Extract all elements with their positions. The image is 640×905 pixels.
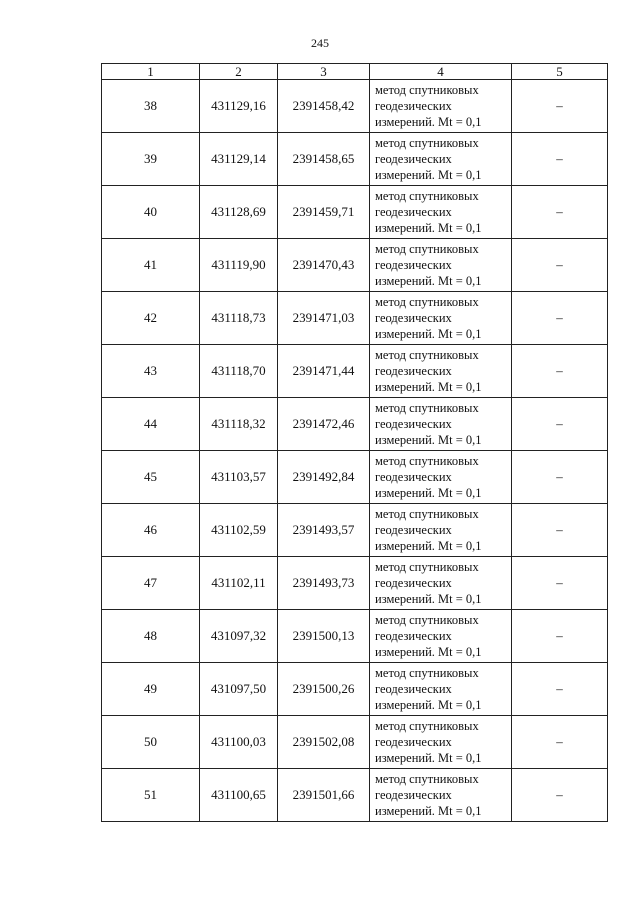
method-line: метод спутниковых [375, 560, 479, 574]
method-cell [370, 451, 512, 504]
x-coordinate-cell: 431118,32 [200, 398, 278, 451]
y-coordinate-cell: 2391501,66 [278, 769, 370, 822]
method-line: измерений. Mt = 0,1 [375, 486, 482, 500]
y-coordinate-cell: 2391471,03 [278, 292, 370, 345]
method-line: метод спутниковых [375, 348, 479, 362]
y-coordinate-cell: 2391492,84 [278, 451, 370, 504]
table-row [102, 80, 608, 133]
table-row [102, 610, 608, 663]
table-row [102, 716, 608, 769]
y-coordinate-cell: 2391459,71 [278, 186, 370, 239]
method-cell [370, 345, 512, 398]
method-line: метод спутниковых [375, 719, 479, 733]
x-coordinate-cell: 431097,50 [200, 663, 278, 716]
table-row [102, 292, 608, 345]
column-header: 4 [370, 64, 512, 80]
method-line: геодезических [375, 788, 452, 802]
x-coordinate-cell: 431102,59 [200, 504, 278, 557]
point-number-cell: 51 [102, 769, 200, 822]
method-line: метод спутниковых [375, 136, 479, 150]
dash-cell: – [512, 451, 608, 504]
column-header: 2 [200, 64, 278, 80]
table-header-row [102, 64, 608, 80]
method-cell [370, 504, 512, 557]
method-cell [370, 292, 512, 345]
point-number-cell: 41 [102, 239, 200, 292]
dash-cell: – [512, 398, 608, 451]
dash-cell: – [512, 80, 608, 133]
method-line: метод спутниковых [375, 83, 479, 97]
method-line: геодезических [375, 364, 452, 378]
method-line: измерений. Mt = 0,1 [375, 327, 482, 341]
method-line: измерений. Mt = 0,1 [375, 168, 482, 182]
point-number-cell: 39 [102, 133, 200, 186]
y-coordinate-cell: 2391470,43 [278, 239, 370, 292]
y-coordinate-cell: 2391493,73 [278, 557, 370, 610]
table-row [102, 133, 608, 186]
method-line: геодезических [375, 417, 452, 431]
y-coordinate-cell: 2391458,65 [278, 133, 370, 186]
dash-cell: – [512, 239, 608, 292]
dash-cell: – [512, 769, 608, 822]
point-number-cell: 38 [102, 80, 200, 133]
method-line: геодезических [375, 470, 452, 484]
x-coordinate-cell: 431103,57 [200, 451, 278, 504]
method-line: измерений. Mt = 0,1 [375, 221, 482, 235]
table-row [102, 186, 608, 239]
table-row [102, 239, 608, 292]
y-coordinate-cell: 2391472,46 [278, 398, 370, 451]
point-number-cell: 42 [102, 292, 200, 345]
dash-cell: – [512, 504, 608, 557]
point-number-cell: 43 [102, 345, 200, 398]
method-line: метод спутниковых [375, 242, 479, 256]
point-number-cell: 44 [102, 398, 200, 451]
method-cell [370, 239, 512, 292]
method-cell [370, 716, 512, 769]
method-line: геодезических [375, 258, 452, 272]
y-coordinate-cell: 2391493,57 [278, 504, 370, 557]
x-coordinate-cell: 431119,90 [200, 239, 278, 292]
method-line: измерений. Mt = 0,1 [375, 804, 482, 818]
point-number-cell: 50 [102, 716, 200, 769]
x-coordinate-cell: 431129,16 [200, 80, 278, 133]
method-line: геодезических [375, 205, 452, 219]
table-row [102, 345, 608, 398]
method-line: измерений. Mt = 0,1 [375, 380, 482, 394]
method-line: измерений. Mt = 0,1 [375, 115, 482, 129]
y-coordinate-cell: 2391458,42 [278, 80, 370, 133]
column-header: 1 [102, 64, 200, 80]
x-coordinate-cell: 431128,69 [200, 186, 278, 239]
method-cell [370, 186, 512, 239]
method-cell [370, 610, 512, 663]
method-cell [370, 398, 512, 451]
method-cell [370, 133, 512, 186]
method-line: геодезических [375, 99, 452, 113]
method-cell [370, 80, 512, 133]
method-line: метод спутниковых [375, 613, 479, 627]
method-line: метод спутниковых [375, 772, 479, 786]
point-number-cell: 48 [102, 610, 200, 663]
x-coordinate-cell: 431118,73 [200, 292, 278, 345]
dash-cell: – [512, 345, 608, 398]
method-line: геодезических [375, 152, 452, 166]
dash-cell: – [512, 186, 608, 239]
method-line: метод спутниковых [375, 507, 479, 521]
table-row [102, 663, 608, 716]
column-header: 3 [278, 64, 370, 80]
method-line: метод спутниковых [375, 295, 479, 309]
y-coordinate-cell: 2391500,13 [278, 610, 370, 663]
x-coordinate-cell: 431102,11 [200, 557, 278, 610]
method-line: метод спутниковых [375, 454, 479, 468]
y-coordinate-cell: 2391502,08 [278, 716, 370, 769]
method-line: измерений. Mt = 0,1 [375, 698, 482, 712]
point-number-cell: 46 [102, 504, 200, 557]
method-line: измерений. Mt = 0,1 [375, 433, 482, 447]
dash-cell: – [512, 663, 608, 716]
method-line: геодезических [375, 311, 452, 325]
dash-cell: – [512, 292, 608, 345]
point-number-cell: 40 [102, 186, 200, 239]
table-row [102, 557, 608, 610]
coordinates-table [101, 63, 608, 822]
x-coordinate-cell: 431118,70 [200, 345, 278, 398]
table-body [102, 80, 608, 822]
dash-cell: – [512, 610, 608, 663]
table-row [102, 504, 608, 557]
table-row [102, 398, 608, 451]
method-line: метод спутниковых [375, 666, 479, 680]
x-coordinate-cell: 431097,32 [200, 610, 278, 663]
method-line: геодезических [375, 735, 452, 749]
dash-cell: – [512, 133, 608, 186]
dash-cell: – [512, 716, 608, 769]
method-cell [370, 769, 512, 822]
method-cell [370, 557, 512, 610]
method-line: измерений. Mt = 0,1 [375, 274, 482, 288]
method-line: измерений. Mt = 0,1 [375, 751, 482, 765]
method-line: геодезических [375, 682, 452, 696]
method-line: измерений. Mt = 0,1 [375, 592, 482, 606]
x-coordinate-cell: 431100,65 [200, 769, 278, 822]
method-cell [370, 663, 512, 716]
point-number-cell: 49 [102, 663, 200, 716]
table-row [102, 451, 608, 504]
point-number-cell: 45 [102, 451, 200, 504]
method-line: измерений. Mt = 0,1 [375, 645, 482, 659]
method-line: измерений. Mt = 0,1 [375, 539, 482, 553]
method-line: метод спутниковых [375, 401, 479, 415]
x-coordinate-cell: 431100,03 [200, 716, 278, 769]
method-line: геодезических [375, 576, 452, 590]
page-number: 245 [311, 36, 329, 50]
point-number-cell: 47 [102, 557, 200, 610]
y-coordinate-cell: 2391471,44 [278, 345, 370, 398]
x-coordinate-cell: 431129,14 [200, 133, 278, 186]
method-line: геодезических [375, 523, 452, 537]
column-header: 5 [512, 64, 608, 80]
method-line: метод спутниковых [375, 189, 479, 203]
dash-cell: – [512, 557, 608, 610]
y-coordinate-cell: 2391500,26 [278, 663, 370, 716]
method-line: геодезических [375, 629, 452, 643]
table-row [102, 769, 608, 822]
